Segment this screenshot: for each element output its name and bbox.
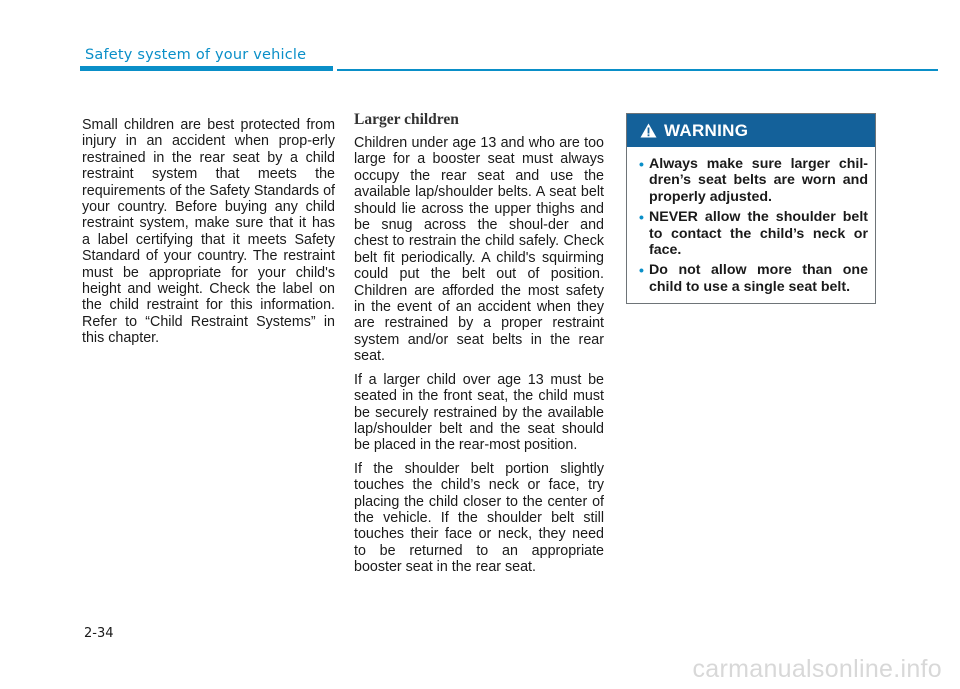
warning-header bbox=[627, 114, 875, 147]
warning-list bbox=[627, 147, 875, 295]
larger-children-heading: Larger children bbox=[354, 111, 459, 128]
watermark: carmanualsonline.info bbox=[692, 655, 942, 683]
bullet-icon: • bbox=[639, 262, 644, 279]
warning-item-text: NEVER allow the shoulder belt to contact the child’s neck or face. bbox=[649, 209, 868, 259]
warning-item bbox=[639, 156, 868, 205]
paragraph: Children under age 13 and who are too large for a booster seat must always occupy the rear seat and use the available lap/shoulder belts. A seat belt should lie across the upper thighs and be snug across the shoul-der and chest to restrain the child safely. Check belt fit periodically. A child's squirming could put the belt out of position. Children are afforded the most safety in the event of an accident when they are restrained by a proper restraint system and/or seat belts in the rear seat. bbox=[354, 135, 604, 365]
warning-triangle-icon bbox=[640, 123, 657, 138]
warning-item bbox=[639, 262, 868, 295]
paragraph: If the shoulder belt portion slightly touches the child’s neck or face, try placing the child closer to the center of the vehicle. If the shoulder belt still touches their face or neck, they need to be returned to an appropriate booster seat in the rear seat. bbox=[354, 460, 604, 576]
column-left bbox=[82, 117, 335, 347]
page-number: 2-34 bbox=[84, 626, 114, 641]
header-rule-thin bbox=[337, 69, 938, 71]
intro-paragraph: Small children are best protected from injury in an accident when prop-erly restrained in the rear seat by a child restraint system that meets the requirements of the Safety Standards of your country. Before buying any child restraint system, make sure that it has a label certifying that it meets Safety Standard of your country. The restraint must be appropriate for your child's height and weight. Check the label on the child restraint for this information. Refer to “Child Restraint Systems” in this chapter. bbox=[82, 117, 335, 347]
warning-box bbox=[626, 113, 876, 304]
header-rule-thick bbox=[80, 66, 333, 71]
warning-item bbox=[639, 209, 868, 258]
bullet-icon: • bbox=[639, 209, 644, 226]
column-middle bbox=[354, 111, 604, 583]
bullet-icon: • bbox=[639, 156, 644, 172]
warning-item-text: Do not allow more than one child to use a single seat belt. bbox=[649, 262, 868, 295]
section-title: Safety system of your vehicle bbox=[85, 47, 307, 63]
warning-title: WARNING bbox=[664, 120, 749, 140]
paragraph: If a larger child over age 13 must be seated in the front seat, the child must be securely restrained by the available lap/shoulder belt and the seat should be placed in the rear-most position. bbox=[354, 371, 604, 454]
warning-item-text: Always make sure larger chil-dren’s seat belts are worn and properly adjusted. bbox=[649, 156, 868, 205]
